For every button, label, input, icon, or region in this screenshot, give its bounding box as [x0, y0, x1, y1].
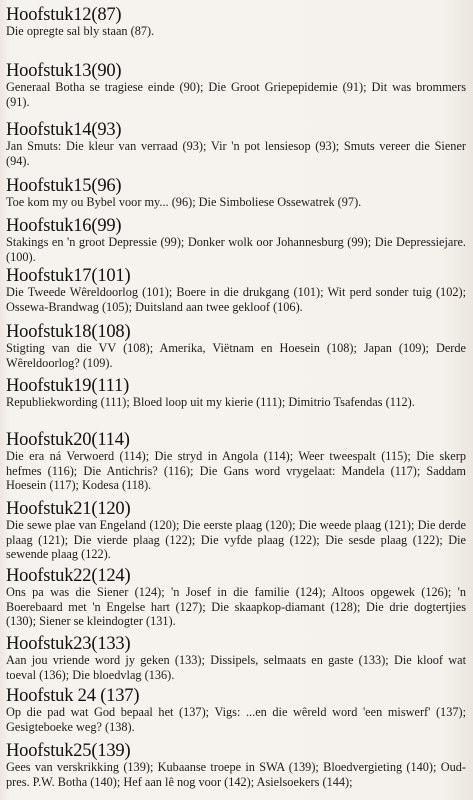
chapter-heading: Hoofstuk19(111) — [6, 376, 130, 396]
chapter-23 — [6, 635, 466, 682]
chapter-contents: Gees van verskrikking (139); Kubaanse troepe in SWA (139); Bloedvergieting (140); Oud-pres. P.W. Botha (140); Hef aan lê nog voor (142); Asielsoekers (144); — [6, 760, 466, 789]
chapter-contents: Stakings en 'n groot Depressie (99); Donker wolk oor Johannesburg (99); Die Depressiejare. (100). — [6, 235, 466, 264]
chapter-17 — [6, 267, 466, 314]
chapter-heading: Hoofstuk23(133) — [6, 634, 131, 654]
chapter-heading: Hoofstuk15(96) — [6, 176, 122, 196]
chapter-16 — [6, 217, 466, 264]
chapter-heading: Hoofstuk18(108) — [6, 322, 131, 342]
chapter-13 — [6, 62, 466, 109]
chapter-heading: Hoofstuk14(93) — [6, 120, 122, 140]
chapter-contents: Ons pa was die Siener (124); 'n Josef in die familie (124); Altoos opgewek (126); 'n Boerebaard met 'n Engelse hart (127); Die skaapkop-diamant (128); Die drie dogtertjies (130); Siener se kleindogter (131). — [6, 585, 466, 629]
chapter-heading: Hoofstuk20(114) — [6, 430, 130, 450]
chapter-contents: Stigting van die VV (108); Amerika, Viëtnam en Hoesein (108); Japan (109); Derde Wêreldoorlog? (109). — [6, 341, 466, 370]
chapter-contents: Die era ná Verwoerd (114); Die stryd in Angola (114); Weer tweespalt (115); Die skerp hefmes (116); Die Antichris? (116); Die Gans word vrygelaat: Mandela (117); Saddam Hoesein (117); Kodesa (118). — [6, 449, 466, 493]
chapter-contents: Jan Smuts: Die kleur van verraad (93); Vir 'n pot lensiesop (93); Smuts vereer die Siener (94). — [6, 139, 466, 168]
chapter-heading: Hoofstuk12(87) — [6, 5, 122, 25]
chapter-contents: Aan jou vriende word jy geken (133); Dissipels, selmaats en gaste (133); Die kloof wat toeval (136); Die bloedvlag (136). — [6, 653, 466, 682]
chapter-contents: Die sewe plae van Engeland (120); Die eerste plaag (120); Die weede plaag (121); Die derde plaag (121); Die vierde plaag (122); Die vyfde plaag (122); Die sesde plaag (122); Die sewende plaag (122). — [6, 518, 466, 562]
chapter-contents: Die Tweede Wêreldoorlog (101); Boere in die drukgang (101); Wit perd sonder tuig (102); Ossewa-Brandwag (105); Duitsland aan twee gekloof (106). — [6, 285, 466, 314]
chapter-22 — [6, 567, 466, 629]
chapter-contents: Republiekwording (111); Bloed loop uit my kierie (111); Dimitrio Tsafendas (112). — [6, 395, 415, 409]
chapter-15 — [6, 177, 466, 210]
chapter-contents: Die opregte sal bly staan (87). — [6, 24, 155, 38]
chapter-contents: Op die pad wat God bepaal het (137); Vigs: ...en die wêreld word 'een miswerf' (137); Gesigteboeke weg? (138). — [6, 705, 466, 734]
chapter-contents: Toe kom my ou Bybel voor my... (96); Die Simboliese Ossewatrek (97). — [6, 195, 362, 209]
chapter-25 — [6, 742, 466, 789]
chapter-21 — [6, 500, 466, 562]
chapter-heading: Hoofstuk 24 (137) — [6, 686, 140, 706]
chapter-heading: Hoofstuk16(99) — [6, 216, 122, 236]
chapter-24 — [6, 687, 466, 734]
chapter-19 — [6, 377, 466, 410]
chapter-heading: Hoofstuk17(101) — [6, 266, 131, 286]
chapter-heading: Hoofstuk13(90) — [6, 61, 122, 81]
chapter-18 — [6, 323, 466, 370]
chapter-heading: Hoofstuk25(139) — [6, 741, 131, 761]
chapter-heading: Hoofstuk22(124) — [6, 566, 131, 586]
chapter-20 — [6, 431, 466, 493]
chapter-12 — [6, 6, 466, 39]
chapter-14 — [6, 121, 466, 168]
chapter-contents: Generaal Botha se tragiese einde (90); Die Groot Griepepidemie (91); Dit was brommers (91). — [6, 80, 466, 109]
chapter-heading: Hoofstuk21(120) — [6, 499, 131, 519]
